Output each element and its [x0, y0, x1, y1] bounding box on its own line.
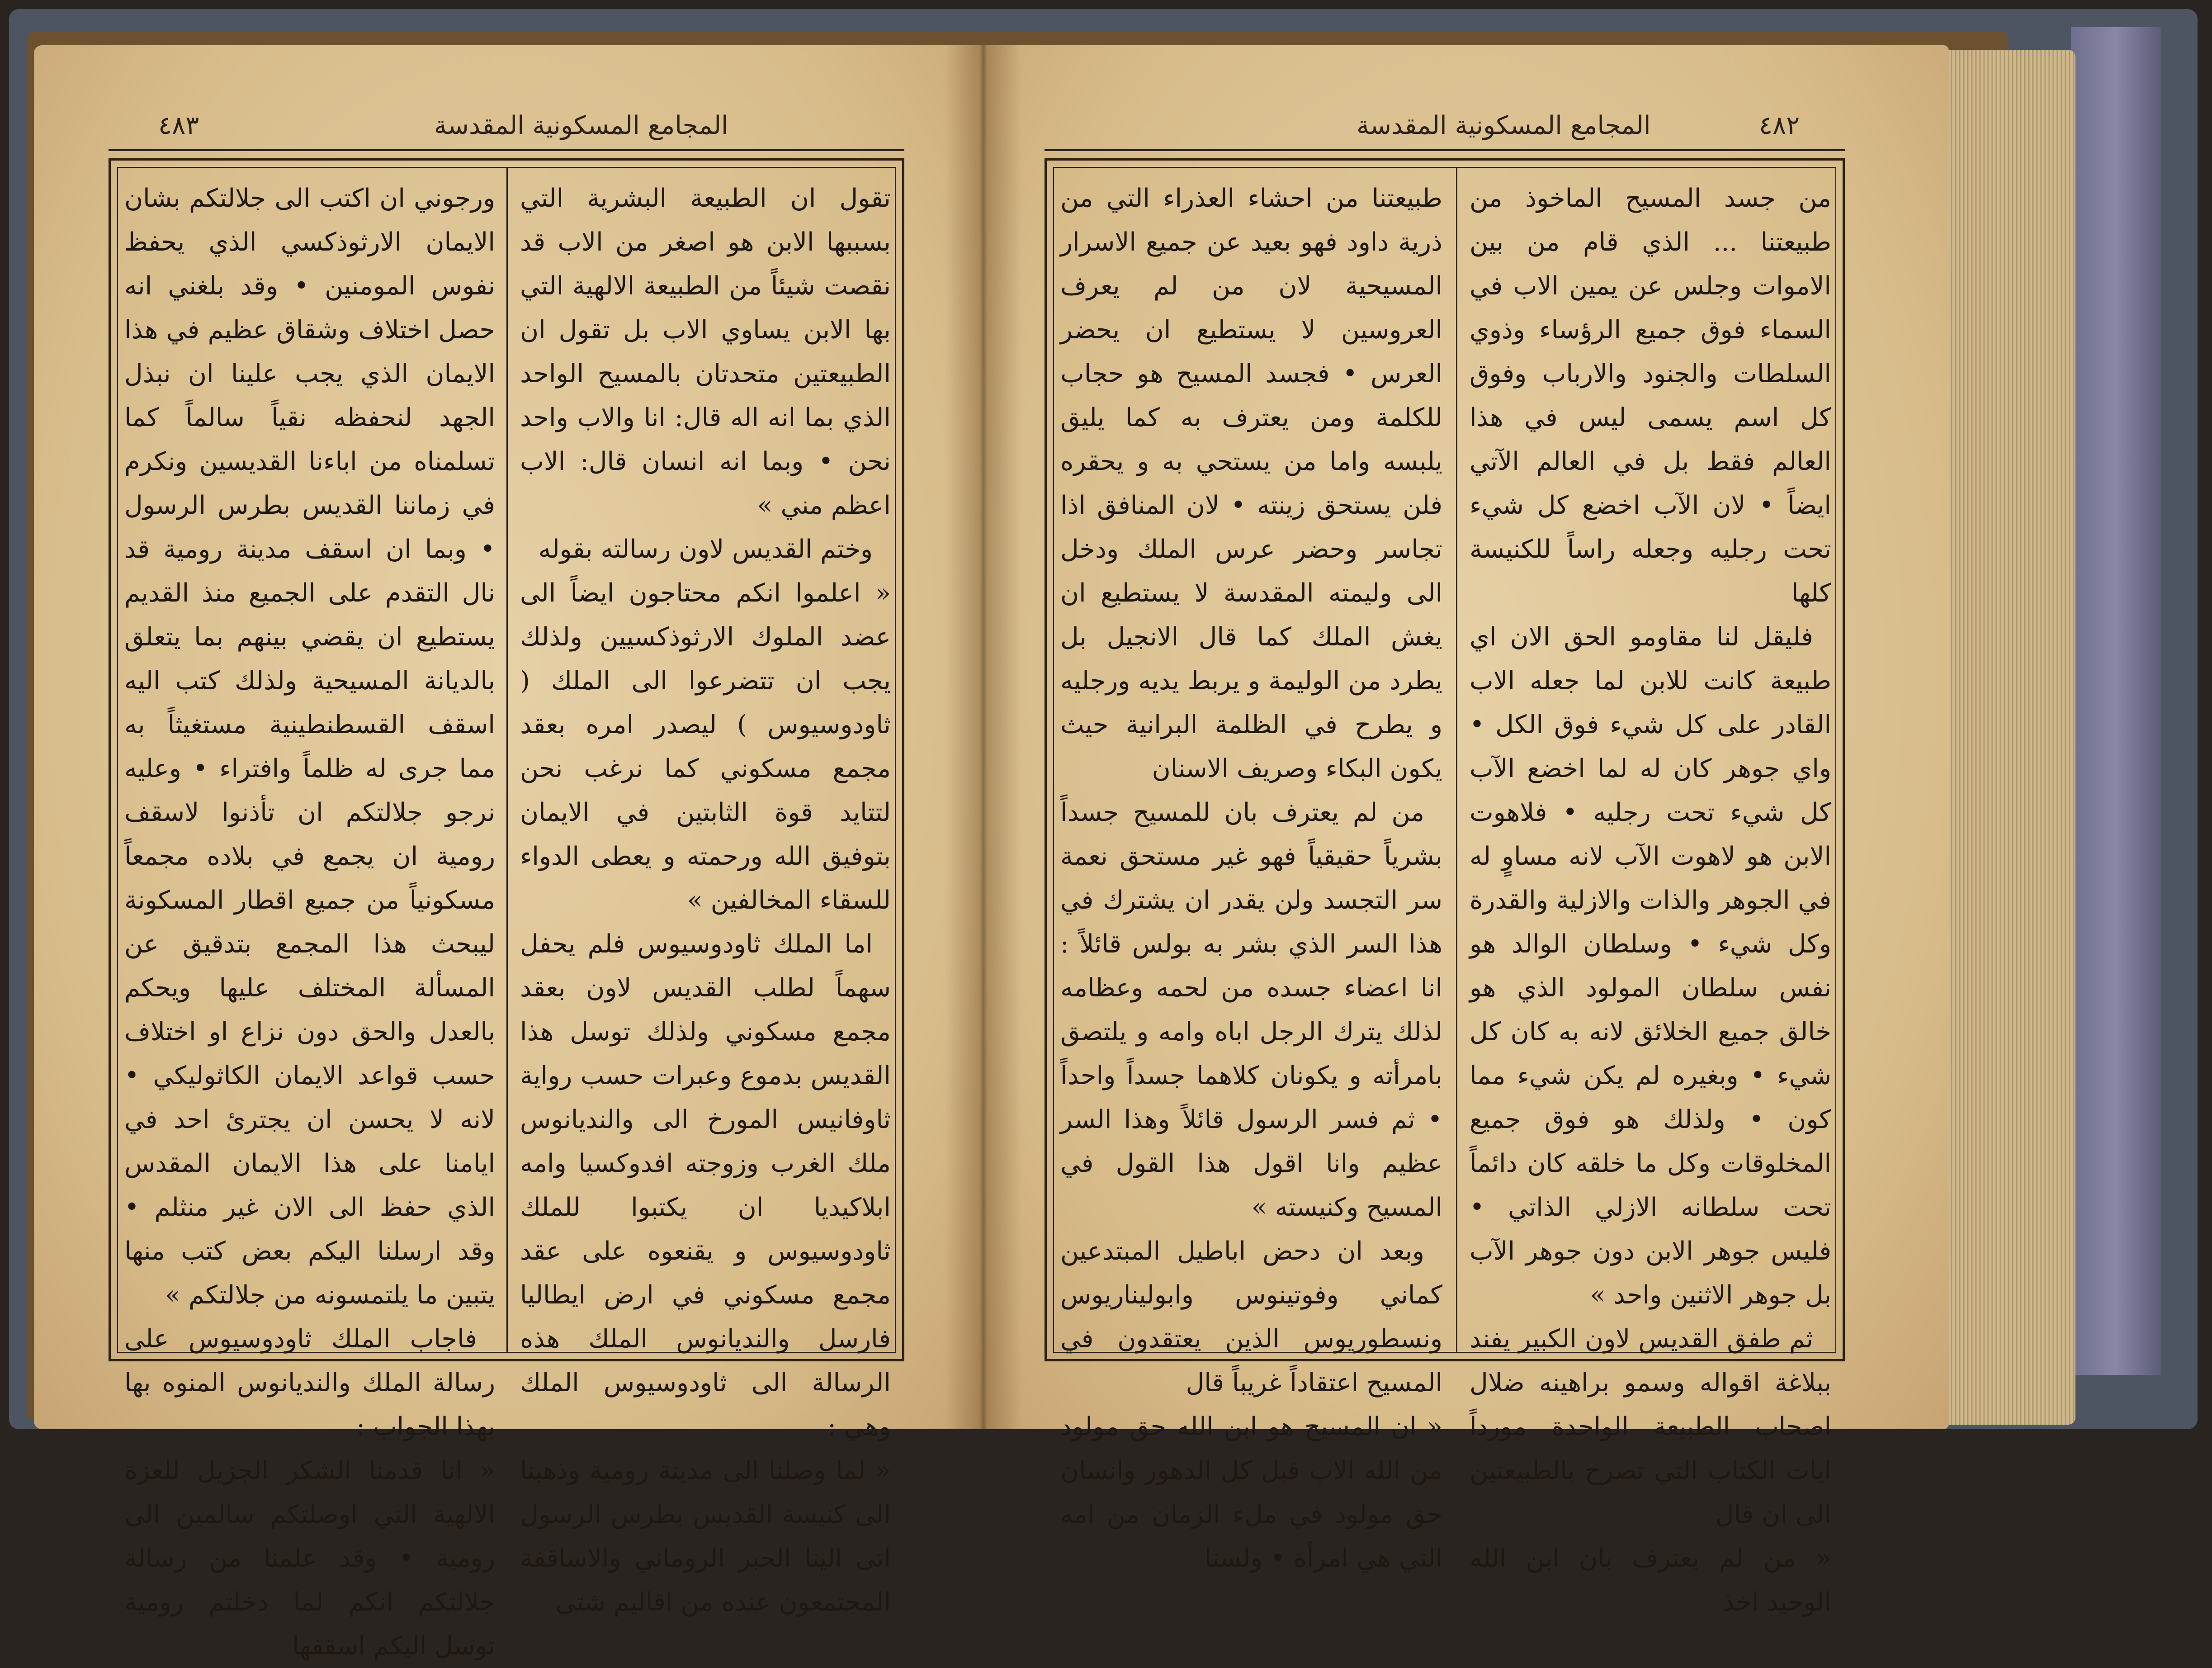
cover-spine-edge — [2071, 27, 2161, 1375]
paragraph: « اعلموا انكم محتاجون ايضاً الى عضد الملوك الارثوذكسيين ولذلك يجب ان تتضرعوا الى الملك ( ثاودوسيوس ) ليصدر امره بعقد مجمع مسكوني كما نرغب نحن لتتايد قوة الثابتين في الايمان بتوفيق الله ورحمته و يعطى الدواء للسقاء المخالفين » — [520, 578, 891, 915]
left-running-title: المجامع المسكونية المقدسة — [434, 111, 728, 140]
paragraph: وختم القديس لاون رسالته بقوله — [538, 535, 873, 564]
paragraph: من جسد المسيح الماخوذ من طبيعتنا ... الذي قام من بين الاموات وجلس عن يمين الاب في السماء فوق جميع الرؤساء وذوي السلطات والجنود والارباب وفوق كل اسم يسمى ليس في هذا العالم فقط بل في العالم الآتي ايضاً • لان الآب اخضع كل شيء تحت رجليه وجعله راساً للكنيسة كلها — [1470, 184, 1831, 608]
paragraph: طبيعتنا من احشاء العذراء التي من ذرية داود فهو بعيد عن جميع الاسرار المسيحية لان من لم يعرف العروسين لا يستطيع ان يحضر العرس • فجسد المسيح هو حجاب للكلمة ومن يعترف به كما يليق يلبسه واما من يستحي به و يحقره فلن يستحق زينته • لان المنافق اذا تجاسر وحضر عرس الملك ودخل الى وليمته المقدسة لا يستطيع ان يغش الملك كما قال الانجيل بل يطرد من الوليمة و يربط يديه ورجليه و يطرح في الظلمة البرانية حيث يكون البكاء وصريف الاسنان — [1060, 184, 1443, 783]
paragraph: وبعد ان دحض اباطيل المبتدعين كماني وفوتينوس وابوليناريوس ونسطوريوس الذين يعتقدون في المسيح اعتقاداً غريباً قال — [1060, 1237, 1442, 1398]
left-header-rule — [109, 149, 904, 151]
left-column-divider — [506, 167, 508, 1352]
right-page-left-column — [1060, 176, 1443, 1573]
right-column-divider — [1456, 167, 1457, 1352]
right-page-number: ٤٨٢ — [1759, 111, 1800, 140]
paragraph: ثم طفق القديس لاون الكبير يفند ببلاغة اقواله وسمو براهينه ضلال اصحاب الطبيعة الواحدة مورداً ايات الكتاب التي تصرح بالطبيعتين الى ان قال — [1470, 1324, 1831, 1529]
paragraph: ورجوني ان اكتب الى جلالتكم بشان الايمان الارثوذكسي الذي يحفظ نفوس المومنين • وقد بلغني انه حصل اختلاف وشقاق عظيم في هذا الايمان الذي يجب علينا ان نبذل الجهد لنحفظه نقياً سالماً كما تسلمناه من اباءنا القديسين ونكرم في زماننا القديس بطرس الرسول • وبما ان اسقف مدينة رومية قد نال التقدم على الجميع منذ القديم يستطيع ان يقضي بينهم بما يتعلق بالديانة المسيحية ولذلك كتب اليه اسقف القسطنطينية مستغيثاً به مما جرى له ظلماً وافتراء • وعليه نرجو جلالتكم ان تأذنوا لاسقف رومية ان يجمع في بلاده مجمعاً مسكونياً من جميع اقطار المسكونة ليبحث هذا المجمع بتدقيق عن المسألة المختلف عليها ويحكم بالعدل والحق دون نزاع او اختلاف حسب قواعد الايمان الكاثوليكي • لانه لا يحسن ان يجترئ احد في ايامنا على هذا الايمان المقدس الذي حفظ الى الان غير منثلم • وقد ارسلنا اليكم بعض كتب منها يتبين ما يلتمسونه من جلالتكم » — [124, 184, 495, 1310]
right-page-right-column — [1470, 176, 1831, 1617]
paragraph: « ان المسيح هو ابن الله حق مولود من الله الاب قبل كل الدهور وانسان حق مولود في ملء الزمان من امه التي هي امرأة • ولسنا — [1060, 1412, 1442, 1573]
book-gutter — [945, 45, 1022, 1429]
paragraph: فاجاب الملك ثاودوسيوس على رسالة الملك والنديانوس المنوه بها بهذا الجواب : — [124, 1324, 495, 1441]
paragraph: « من لم يعترف بان ابن الله الوحيد اخذ — [1470, 1544, 1831, 1617]
paragraph: اما الملك ثاودوسيوس فلم يحفل سهماً لطلب القديس لاون بعقد مجمع مسكوني ولذلك توسل هذا القديس بدموع وعبرات حسب رواية ثاوفانيس المورخ الى والنديانوس ملك الغرب وزوجته افدوكسيا وامه ابلاكيديا ان يكتبوا للملك ثاودوسيوس و يقنعوه على عقد مجمع مسكوني في ارض ايطاليا فارسل والنديانوس الملك هذه الرسالة الى ثاودوسيوس الملك وهي : — [520, 929, 891, 1441]
paragraph: تقول ان الطبيعة البشرية التي بسببها الابن هو اصغر من الاب قد نقصت شيئاً من الطبيعة الالهية التي بها الابن يساوي الاب بل تقول ان الطبيعتين متحدتان بالمسيح الواحد الذي بما انه اله قال: انا والاب واحد نحن • وبما انه انسان قال: الاب اعظم مني » — [520, 184, 891, 520]
left-page-right-column — [520, 176, 891, 1617]
paragraph: من لم يعترف بان للمسيح جسداً بشرياً حقيقياً فهو غير مستحق نعمة سر التجسد ولن يقدر ان يشترك في هذا السر الذي بشر به بولس قائلاً : انا اعضاء جسده من لحمه وعظامه لذلك يترك الرجل اباه وامه و يلتصق بامرأته و يكونان كلاهما جسداً واحداً • ثم فسر الرسول قائلاً وهذا السر عظيم وانا اقول هذا القول في المسيح وكنيسته » — [1060, 798, 1442, 1222]
left-page-number: ٤٨٣ — [158, 111, 199, 140]
paragraph: فليقل لنا مقاومو الحق الان اي طبيعة كانت للابن لما جعله الاب القادر على كل شيء فوق الكل • واي جوهر كان له لما اخضع الآب كل شيء تحت رجليه • فلاهوت الابن هو لاهوت الآب لانه مساوٍ له في الجوهر والذات والازلية والقدرة وكل شيء • وسلطان الوالد هو نفس سلطان المولود الذي هو خالق جميع الخلائق لانه به كان كل شيء • وبغيره لم يكن شيء مما كون • ولذلك هو فوق جميع المخلوقات وكل ما خلقه كان دائماً تحت سلطانه الازلي الذاتي • فليس جوهر الابن دون جوهر الآب بل جوهر الاثنين واحد » — [1470, 622, 1831, 1310]
right-running-title: المجامع المسكونية المقدسة — [1357, 111, 1651, 140]
right-header-rule — [1045, 149, 1845, 151]
paragraph: « انا قدمنا الشكر الجزيل للعزة الالهية التي اوصلتكم سالمين الى رومية • وقد علمنا من رسالة جلالتكم انكم لما دخلتم رومية توسل اليكم اسقفها — [124, 1456, 495, 1661]
paragraph: « لما وصلنا الى مدينة رومية وذهبنا الى كنيسة القديس بطرس الرسول اتى الينا الحبر الروماني والاساقفة المجتمعون عنده من اقاليم شتى — [520, 1456, 891, 1617]
left-page-left-column — [124, 176, 495, 1661]
page-edges — [1944, 50, 2075, 1425]
